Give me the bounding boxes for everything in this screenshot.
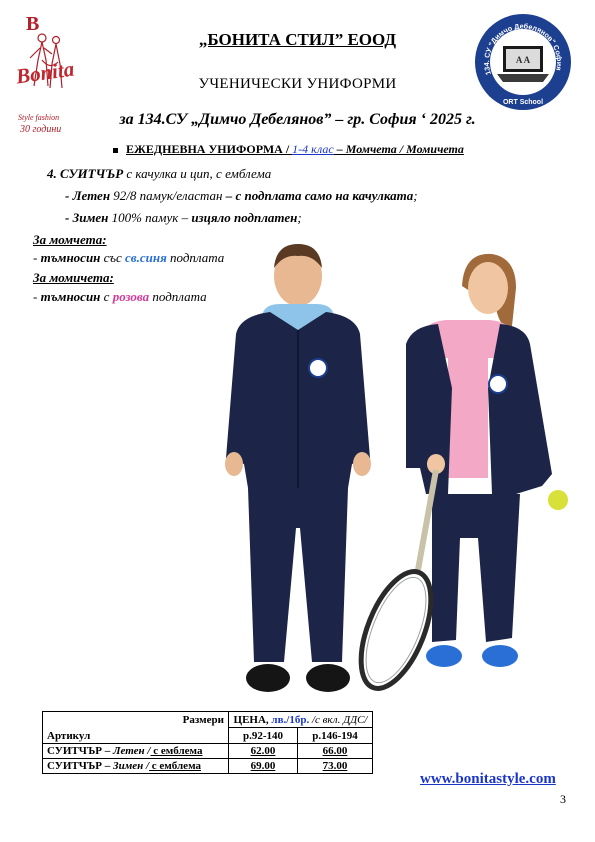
boys-heading: За момчета: [33,232,107,247]
winter-desc: 100% памук – [108,210,192,225]
boys-color: тъмносин [40,250,101,265]
category-classes: 1-4 клас [292,142,334,156]
school-logo-bottom-text: ORT School [502,99,544,106]
article-label: Артикул [47,730,91,742]
row-price-2: 66.00 [298,744,373,759]
school-logo [473,12,573,112]
girls-heading: За момичета: [33,270,114,285]
bonita-logo-brand: Bonita [14,56,76,89]
svg-text:A A: A A [515,55,531,65]
summer-desc: 92/8 памук/еластан [110,188,223,203]
girls-color-line: - тъмносин с розова подплата [33,289,207,304]
bonita-logo-tagline: Style fashion [18,113,60,122]
price-header: ЦЕНА, лв./1бр. /с вкл. ДДС/ [229,712,373,728]
bonita-logo-years: 30 години [20,124,62,135]
boys-lining-color: св.синя [125,250,167,265]
school-line: за 134.СУ „Димчо Дебелянов” – гр. София ‘ 2025 г. [119,111,476,128]
price-unit: лв./1бр. [271,713,310,726]
girl-model [347,254,568,698]
summer-name: Летен [72,188,111,203]
item-description: с качулка и цип, с емблема [123,166,272,181]
girls-lining-color: розова [112,289,150,304]
company-name: „БОНИТА СТИЛ” ЕООД [198,30,397,49]
summer-lining: – с подплата само на качулката [222,188,414,203]
document-subtitle: УЧЕНИЧЕСКИ УНИФОРМИ [198,76,397,92]
boys-color-line: - тъмносин със св.синя подплата [33,250,225,265]
school-logo-ring-text: 134. СУ "Димчо Дебелянов" София [481,21,565,77]
product-photo [200,238,590,700]
winter-name: Зимен [72,210,109,225]
uniform-category [113,142,464,157]
table-row [43,744,373,759]
row-price-1: 62.00 [229,744,298,759]
price-table [42,711,373,774]
row-price-2: 73.00 [298,759,373,774]
winter-lining: изцяло подплатен [191,210,298,225]
size-col-1: р.92-140 [229,728,298,744]
table-header-corner [43,712,229,744]
row-price-1: 69.00 [229,759,298,774]
table-row [43,759,373,774]
sizes-label: Размери [182,714,224,726]
girls-color: тъмносин [40,289,101,304]
winter-variant: - Зимен 100% памук – изцяло подплатен; [65,210,302,225]
item-name: СУИТЧЪР [60,166,124,181]
item-heading [47,166,271,182]
page-number: 3 [560,792,566,806]
bonita-logo-letter: B [26,13,40,35]
summer-variant: - Летен 92/8 памук/еластан – с подплата само на качулката; [65,188,418,203]
category-main: ЕЖЕДНЕВНА УНИФОРМА / [126,142,293,156]
size-col-2: р.146-194 [298,728,373,744]
website-link[interactable]: www.bonitastyle.com [420,771,556,787]
category-gender: – Момчета / Момичета [333,142,464,156]
row-article: СУИТЧЪР – Летен / с емблема [43,744,229,759]
item-number: 4. [47,166,57,181]
boy-model [225,244,371,692]
row-article: СУИТЧЪР – Зимен / с емблема [43,759,229,774]
bullet-marker [113,148,118,153]
